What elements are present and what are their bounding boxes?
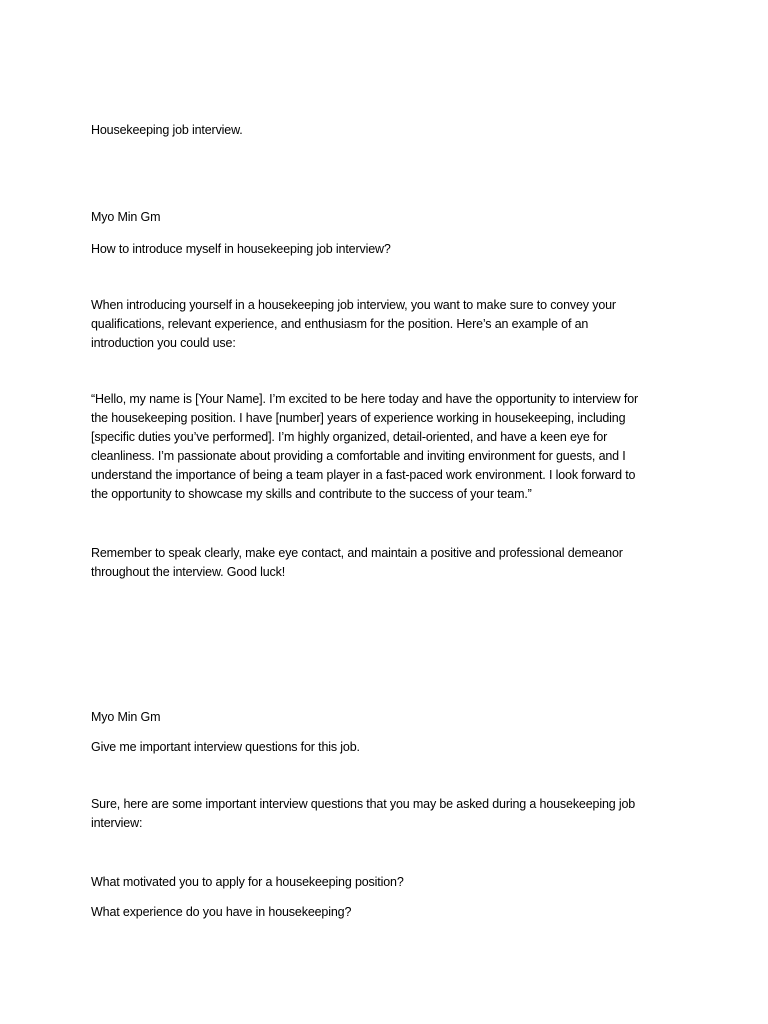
paragraph-line: [specific duties you’ve performed]. I’m highly organized, detail-oriented, and have a keen eye for: [91, 430, 608, 444]
interview-question-item: What motivated you to apply for a housekeeping position?: [91, 875, 404, 889]
answer-paragraph: [91, 296, 681, 353]
paragraph-line: When introducing yourself in a housekeeping job interview, you want to make sure to convey your: [91, 298, 616, 312]
user-name: Myo Min Gm: [91, 710, 161, 724]
document-title: Housekeeping job interview.: [91, 123, 243, 137]
paragraph-line: introduction you could use:: [91, 336, 236, 350]
closing-paragraph: [91, 544, 681, 582]
paragraph-line: “Hello, my name is [Your Name]. I’m excited to be here today and have the opportunity to interview for: [91, 392, 639, 406]
user-question: Give me important interview questions for this job.: [91, 740, 360, 754]
paragraph-line: the housekeeping position. I have [number] years of experience working in housekeeping, including: [91, 411, 626, 425]
answer-paragraph: [91, 795, 681, 833]
paragraph-line: the opportunity to showcase my skills and contribute to the success of your team.”: [91, 487, 532, 501]
paragraph-line: understand the importance of being a team player in a fast-paced work environment. I look forward to: [91, 468, 636, 482]
paragraph-line: interview:: [91, 816, 143, 830]
paragraph-line: qualifications, relevant experience, and enthusiasm for the position. Here’s an example of an: [91, 317, 589, 331]
paragraph-line: Sure, here are some important interview questions that you may be asked during a housekeeping job: [91, 797, 636, 811]
user-question: How to introduce myself in housekeeping job interview?: [91, 242, 391, 256]
example-quote-paragraph: [91, 390, 681, 504]
interview-question-item: What experience do you have in housekeeping?: [91, 905, 352, 919]
paragraph-line: cleanliness. I’m passionate about providing a comfortable and inviting environment for guests, and I: [91, 449, 626, 463]
user-name: Myo Min Gm: [91, 210, 161, 224]
paragraph-line: Remember to speak clearly, make eye contact, and maintain a positive and professional demeanor: [91, 546, 623, 560]
paragraph-line: throughout the interview. Good luck!: [91, 565, 286, 579]
